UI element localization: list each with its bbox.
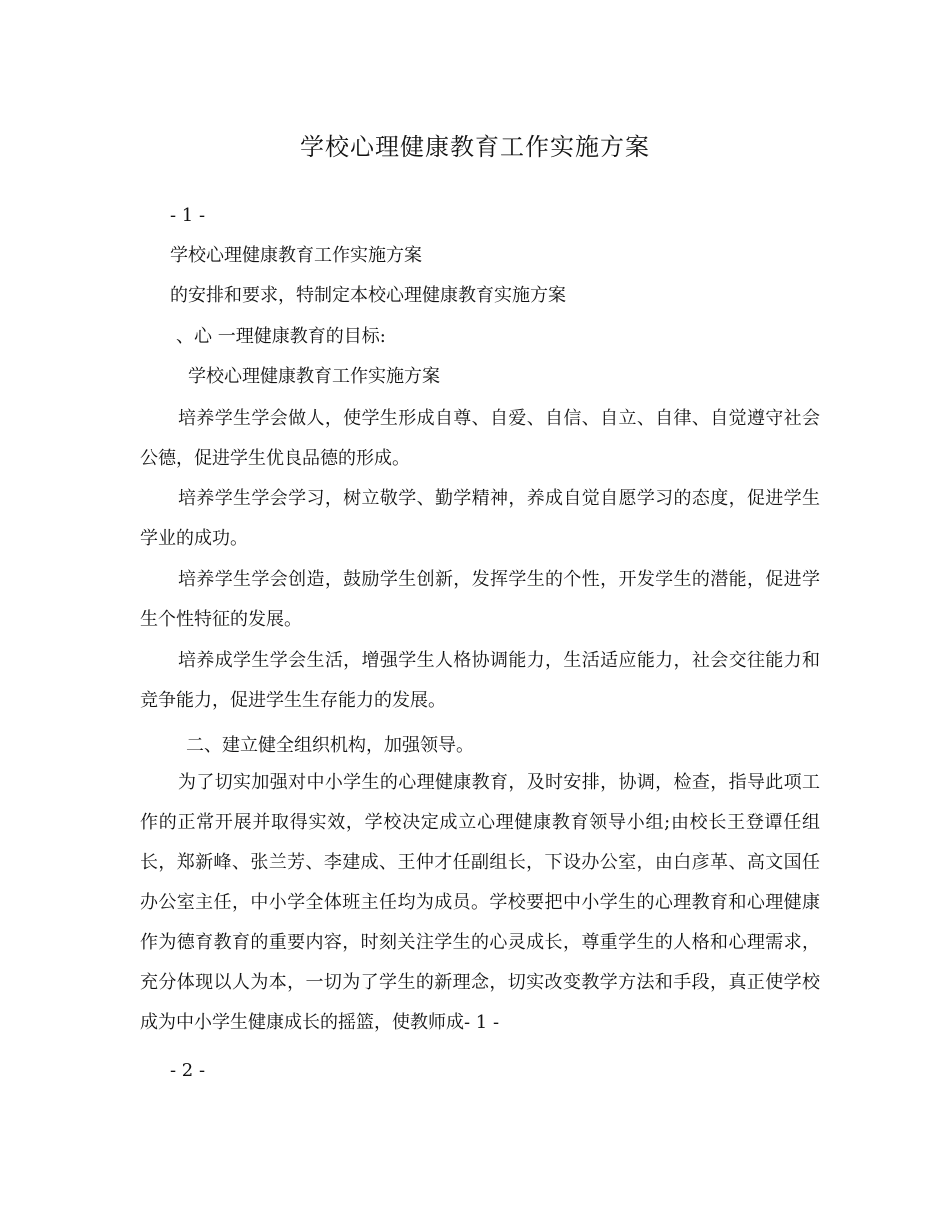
- page-marker-2: - 2 -: [170, 1060, 206, 1081]
- section-heading-1: 、心 一理健康教育的目标:: [176, 326, 386, 347]
- goal-paragraph-1: 培养学生学会做人，使学生形成自尊、自爱、自信、自立、自律、自觉遵守社会公德，促进学生优良品德的形成。: [140, 408, 820, 469]
- goal-paragraph-2: 培养学生学会学习，树立敬学、勤学精神，养成自觉自愿学习的态度，促进学生学业的成功。: [140, 488, 820, 549]
- page-marker-1: - 1 -: [170, 205, 206, 226]
- text-line-2: 的安排和要求，特制定本校心理健康教育实施方案: [170, 285, 566, 306]
- goal-paragraph-4: 培养成学生学会生活，增强学生人格协调能力，生活适应能力，社会交往能力和竞争能力，促进学生生存能力的发展。: [140, 650, 820, 711]
- document-title: 学校心理健康教育工作实施方案: [300, 133, 650, 161]
- section-heading-2: 二、建立健全组织机构，加强领导。: [186, 735, 474, 756]
- goal-paragraph-3: 培养学生学会创造，鼓励学生创新，发挥学生的个性，开发学生的潜能，促进学生个性特征的发展。: [140, 569, 820, 630]
- text-line-1: 学校心理健康教育工作实施方案: [170, 245, 422, 266]
- text-line-4: 学校心理健康教育工作实施方案: [188, 366, 440, 387]
- organization-paragraph: 为了切实加强对中小学生的心理健康教育，及时安排，协调，检查，指导此项工作的正常开展并取得实效，学校决定成立心理健康教育领导小组;由校长王登谭任组长，郑新峰、张兰芳、李建成、王仲才任副组长，下设办公室，由白彦革、高文国任办公室主任，中小学全体班主任均为成员。学校要把中小学生的心理教育和心理健康作为德育教育的重要内容，时刻关注学生的心灵成长，尊重学生的人格和心理需求，充分体现以人为本，一切为了学生的新理念，切实改变教学方法和手段，真正使学校成为中小学生健康成长的摇篮，使教师成- 1 -: [140, 772, 820, 1033]
